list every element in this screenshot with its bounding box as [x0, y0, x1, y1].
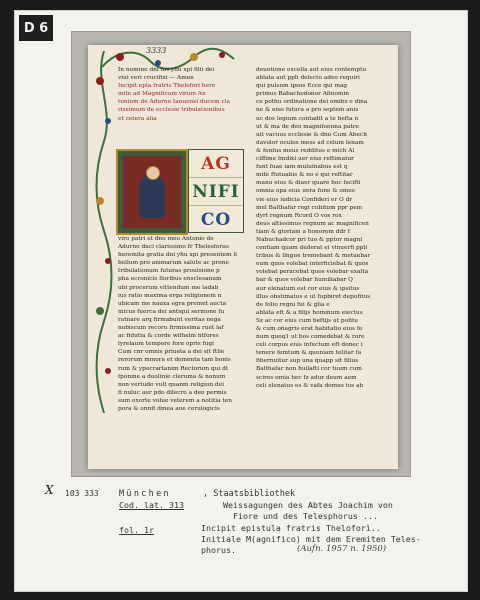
text-line: vie eius iudicia Confideri er O dr [256, 196, 353, 203]
text-line: rerorum mmora et dementa tam bonis [118, 357, 231, 364]
hermit-head-icon [146, 166, 160, 180]
border-ornament-icon [92, 51, 116, 413]
text-line: pha ecronicis floribus ensclesanum [118, 276, 222, 283]
text-line: ne & eius futura a pro septem anis [256, 107, 359, 114]
initial-letters-row: CO [200, 209, 232, 230]
text-line: Adurno duci clarissimo fr Thelesforus [118, 244, 229, 251]
text-line: pora & onnit dmea aue cerulogicis [118, 405, 220, 412]
text-line: ablata aut ppli delecto adeo requiri [256, 75, 360, 82]
right-column-text [256, 66, 388, 390]
text-line: primus Babachodonor Afinomin [256, 91, 350, 98]
text-line: funt fuae iam muluinabus est q [256, 164, 348, 171]
text-line: tenere femtum & quoniam telitar fa [256, 350, 362, 357]
text-line: et cetera alia [118, 115, 157, 122]
text-line: celi elenatus es & vafa domus ius ab [256, 382, 364, 389]
text-line: bellum pro animarum salute ac prone [118, 260, 229, 267]
text-line: ac fidutia & corde wilhelm ntfores [118, 333, 219, 340]
text-line: deuotione excella aut eius contemptu [256, 67, 367, 73]
manuscript-photo [71, 31, 411, 477]
text-line: fponme a deolinie cleruma & nonum [118, 373, 226, 380]
text-line: mite ad Magnificum virum An [118, 91, 206, 98]
initial-letters [188, 149, 244, 233]
text-line: Incipit epla fratris Thelofori here [118, 83, 216, 90]
shelf-number: 103 333 [65, 489, 99, 498]
text-line: manu eius & diaer quare hoc fecifti [256, 180, 361, 187]
text-line: uit vacuus ecclesie & dno Cum Abech [256, 131, 367, 138]
hermit-figure-icon [139, 174, 165, 218]
text-line: non vertudo vult quanm religion dei [118, 381, 224, 388]
text-line: ut & ma de deo magnifoenna patre [256, 123, 359, 130]
text-line: fibernuitur sup una quapp sit filius [256, 358, 359, 365]
work-title-line: Fiore und des Telesphorus ... [233, 511, 378, 521]
text-line: Balthafar non huilafti cor tuum cum [256, 366, 362, 373]
text-line: num quoq1 ut bos comedebat & rore [256, 334, 365, 341]
left-column-lower-text [118, 235, 248, 413]
text-line: uc dos legium contadit a te befta n [256, 115, 359, 122]
text-line: de folio regni fui & glia e [256, 301, 330, 308]
text-line: heremita gratia dni yhu xpi presentem li [118, 252, 238, 259]
initial-background [123, 156, 181, 228]
initial-description: phorus. [201, 545, 236, 555]
text-line: ubicam me nauxa egra premet aucta [118, 300, 227, 307]
text-line: ablata eft & a filijs hominum eiectus [256, 309, 363, 316]
text-line: tribulationum futuras prouisione p [118, 268, 220, 275]
text-line: davolor oculos mess ad celum lenam [256, 139, 364, 146]
initial-letters-row: AG [201, 153, 231, 174]
library-city: München [119, 489, 171, 499]
text-line: qui pulsum ipsos Ecce qui mag [256, 83, 348, 90]
text-line: & fenfus meus redditus e mich Al [256, 147, 355, 154]
text-line: fi nuluc aur pdo dilecro a deo permis [118, 389, 227, 396]
text-line: rum & ypocrartanim Rectorum qui dt [118, 365, 229, 372]
text-line: ratnare arq firmabunt veritas nega [118, 316, 221, 323]
work-title-line: Weissagungen des Abtes Joachim von [223, 500, 393, 510]
text-line: scires omia hec fz adur deum aem [256, 374, 357, 381]
text-line: rissimum de ecclesie tribulationibus [118, 107, 225, 114]
text-line: volebat peracebat quos volebar exalta [256, 269, 369, 276]
text-line: celi corpus eius infectum eft donec i [256, 342, 363, 349]
text-line: nobiscum recoru firmissima ruet laf [118, 325, 224, 332]
text-line: Nabuchadcor pri tuo & pptor magni [256, 236, 363, 243]
text-line: mite ftutuabis & no e qui reftitar [256, 172, 353, 179]
text-line: omnia opa eius uera fune & omes [256, 188, 355, 195]
text-line: sum exorte volue veterem a notitia ten [118, 397, 232, 404]
text-line: ciffime fmdixi uer eius reftimatur [256, 156, 354, 163]
text-line: mel Balthafar regi cubitum ppr pem [256, 204, 363, 211]
folio-number: 3333 [146, 46, 167, 55]
text-line: viro patri et dno meo Antonio de [118, 236, 214, 242]
text-line: ius ratio maxima erga religionem n [118, 292, 222, 299]
corner-label: D 6 [19, 15, 53, 41]
text-line: ubi procerum vittendum me ladab [118, 284, 219, 291]
left-column-text [118, 66, 248, 123]
text-line: deus altissimus regnum ac magnificen [256, 220, 369, 227]
incipit-line: Incipit epistula fratris Theloforì.. [201, 523, 381, 533]
text-line: illus obstimatus e ut fupbiret depofitus [256, 293, 371, 300]
text-line: Cum cnr omnis priueta a dei sit ftlie [118, 349, 225, 356]
text-line: aur elenatum est cor eius & ipsitus [256, 285, 360, 292]
text-line: ce pothu ordinatione dei omibz e dina [256, 99, 368, 106]
folio-reference: fol. 1r [119, 525, 154, 535]
initial-description: Initiale M(agnifico) mit dem Eremiten Teles- [201, 534, 421, 544]
historiated-initial [116, 149, 188, 235]
text-line: tiam & gloriam a honorem ddr f [256, 228, 350, 235]
text-line: dyrt regnum Rcord O vos rox [256, 212, 342, 219]
text-line: centiam quam dederat ei vinuerfi ppli [256, 245, 368, 252]
catalog-card [14, 10, 468, 592]
text-line: tonium de Adurno Ianuensi ducem cla [118, 99, 230, 106]
text-line: lyrelaum tempore fore opris fugi [118, 341, 214, 348]
text-line: In nomine dni nri yhu xpi filii dei [118, 67, 215, 73]
initial-letters-row: NIFI [189, 177, 243, 206]
text-line: tribus & lingue tremebant & metuebar [256, 253, 371, 260]
text-line: micus fuerca dei antiqui sermone fu [118, 308, 225, 315]
shelfmark: Cod. lat. 313 [119, 500, 184, 510]
manuscript-folio [88, 45, 398, 469]
text-line: viui veri crucifixi — Amen [118, 75, 194, 82]
text-line: eum quos volebat interficiebat & quos [256, 261, 369, 268]
text-line: Sz ac cor eius cum beftijs ut pofitu [256, 317, 359, 324]
text-line: & cum onagris erat habitatio eius fe [256, 326, 363, 332]
handwritten-note: (Aufn. 1957 n. 1950) [297, 544, 387, 554]
text-line: bar & quos volebar humiliabar Q [256, 277, 353, 284]
library-name: , Staatsbibliothek [203, 489, 296, 499]
card-mark: X [45, 483, 54, 497]
